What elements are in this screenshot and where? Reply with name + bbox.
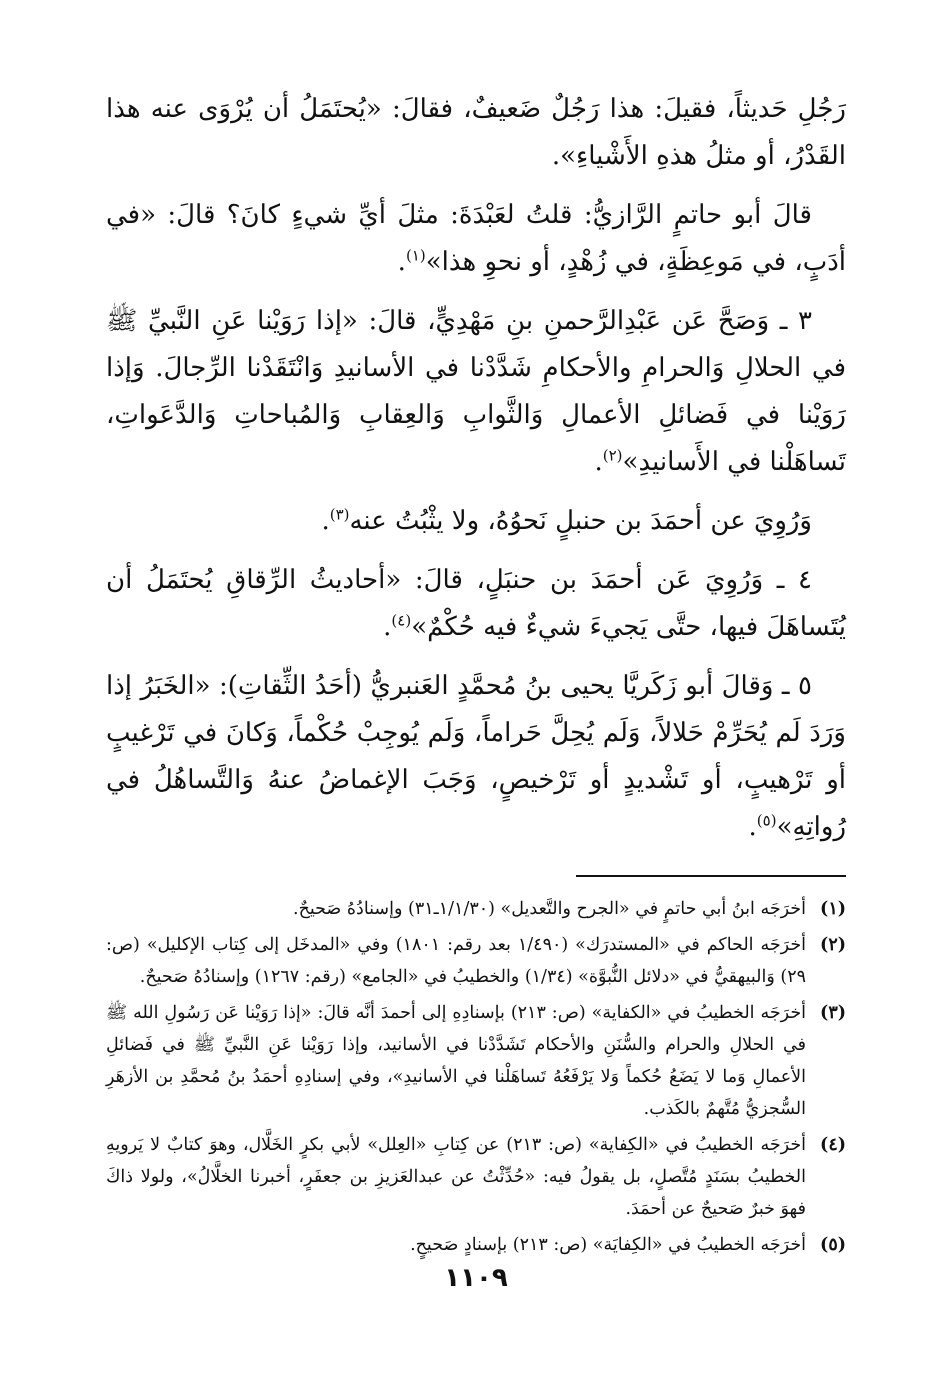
footnote-3 (106, 997, 846, 1125)
footnote-text: أخرَجَه ابنُ أبي حاتمٍ في «الجرح والتَّعديل» (١/١/٣٠ـ٣١) وإسنادُهُ صَحيحٌ. (293, 899, 806, 919)
footnote-ref-3: (٣) (329, 505, 350, 524)
footnote-text: أخرَجَه الخطيبُ في «الكِفاية» (ص: ٢١٣) عن كِتابِ «العِلل» لأبي بكرٍ الخَلَّال، وهوَ كتابٌ لا يَرويهِ الخطيبُ بسَنَدٍ مُتَّصلٍ، بل يقولُ فيه: «حُدِّثْتُ عن عبدالعَزيزِ بن جعفَرٍ، أخبرنا الخلَّالُ»، ولولا ذاكَ فهوَ خبرٌ صَحيحٌ عن أحمَدَ. (106, 1135, 806, 1219)
footnote-number: (٤) (820, 1135, 846, 1155)
footnote-ref-2: (٢) (602, 446, 623, 465)
footnote-text: أخرَجَه الحاكم في «المستدرَك» (١/٤٩٠ بعد رقم: ١٨٠١) وفي «المدخَل إلى كِتاب الإكليل» (ص: ٢٩) وَالبيهقيُّ في «دلائل النُّبوَّة» (١/٣٤) والخطيبُ في «الجامع» (رقم: ١٢٦٧) وإسنادُهُ صَحيحٌ. (106, 935, 807, 987)
footnote-number: (٣) (820, 1003, 846, 1023)
footnote-number: (٥) (820, 1235, 846, 1255)
footnote-2 (106, 929, 846, 993)
paragraph-4: وَرُوِيَ عن أحمَدَ بن حنبلٍ نَحوُهُ، ولا يثْبُتُ عنه$^{(٣)}$. (321, 505, 812, 536)
footnote-number: (١) (820, 899, 846, 919)
footnote-text: أخرَجَه الخطيبُ في «الكفاية» (ص: ٢١٣) بإسنادِهِ إلى أحمدَ أنَّه قالَ: «إذا رَوَيْنا عَن رَسُولِ الله ﷺ في الحلالِ والحرام والسُّنَنِ والأحكام تَشَدَّدْنا في الأسانيد، وإذا رَوَيْنا عَنِ النَّبيِّ ﷺ في فَضائلِ الأعمالِ وَما لا يَضَعُ حُكماً وَلا يَرْفَعُهُ تَساهَلْنا في الأسانيدِ»، وفي إسنادِهِ أحمَدُ بنُ مُحمَّدِ بن الأزهَرِ السُّجزيُّ مُتَّهمٌ بالكَذب. (106, 1003, 806, 1119)
footnotes (106, 893, 846, 1261)
footnote-4 (106, 1129, 846, 1225)
paragraph-6: ٥ ـ وَقالَ أبو زَكَريَّا يحيى بنُ مُحمَّدٍ العَنبريُّ (أحَدُ الثِّقاتِ): «الخَبَرُ إذا وَرَدَ لَم يُحَرِّمْ حَلالاً، وَلَم يُحِلَّ حَراماً، وَلَم يُوجِبْ حُكْماً، وَكانَ في تَرْغيبٍ أو تَرْهيبٍ، أو تَشْديدٍ أو تَرْخيصٍ، وَجَبَ الإغماضُ عنهُ وَالتَّساهُلُ في رُواتِهِ»$^{(٥)}$. (106, 671, 846, 842)
paragraph-3: ٣ ـ وَصَحَّ عَن عَبْدِالرَّحمنِ بنِ مَهْدِيٍّ، قالَ: «إذا رَوَيْنا عَنِ النَّبيِّ ﷺ في الحلالِ وَالحرامِ والأحكامِ شَدَّدْنا في الأسانيدِ وَانْتَقَدْنا الرِّجالَ. وَإذا رَوَيْنا في فَضائلِ الأعمالِ وَالثَّوابِ وَالعِقابِ وَالمُباحاتِ وَالدَّعَواتِ، تَساهَلْنا في الأَسانيدِ»$^{(٢)}$. (106, 306, 846, 477)
footnote-divider (576, 875, 846, 877)
footnote-text: أخرَجَه الخطيبُ في «الكِفايَة» (ص: ٢١٣) بإسنادٍ صَحيحٍ. (410, 1235, 806, 1255)
paragraph-2: قالَ أبو حاتمٍ الرَّازيُّ: قلتُ لعَبْدَةَ: مثلَ أيِّ شيءٍ كانَ؟ قالَ: «في أدَبٍ، في مَوعِظَةٍ، في زُهْدٍ، أو نحوِ هذا»$^{(١)}$. (106, 200, 846, 277)
page-number: ١١٠٩ (444, 1263, 508, 1293)
footnote-ref-4: (٤) (391, 611, 412, 630)
footnote-1 (106, 893, 846, 925)
footnote-ref-1: (١) (405, 246, 426, 265)
main-text (106, 86, 846, 851)
footnote-ref-5: (٥) (756, 811, 777, 830)
paragraph-5: ٤ ـ وَرُوِيَ عَن أحمَدَ بن حنبَلٍ، قالَ: «أحاديثُ الرِّقاقِ يُحتَمَلُ أن يُتَساهَلَ فيها، حتَّى يَجيءَ شيءٌ فيه حُكْمٌ»$^{(٤)}$. (106, 565, 846, 642)
paragraph-1: رَجُلِ حَديثاً، فقيلَ: هذا رَجُلٌ ضَعيفٌ، فقالَ: «يُحتَمَلُ أن يُرْوَى عنه هذا القَدْرُ، أو مثلُ هذهِ الأَشْياءِ». (106, 94, 846, 171)
footnote-5 (106, 1229, 846, 1261)
footnote-number: (٢) (820, 935, 846, 955)
